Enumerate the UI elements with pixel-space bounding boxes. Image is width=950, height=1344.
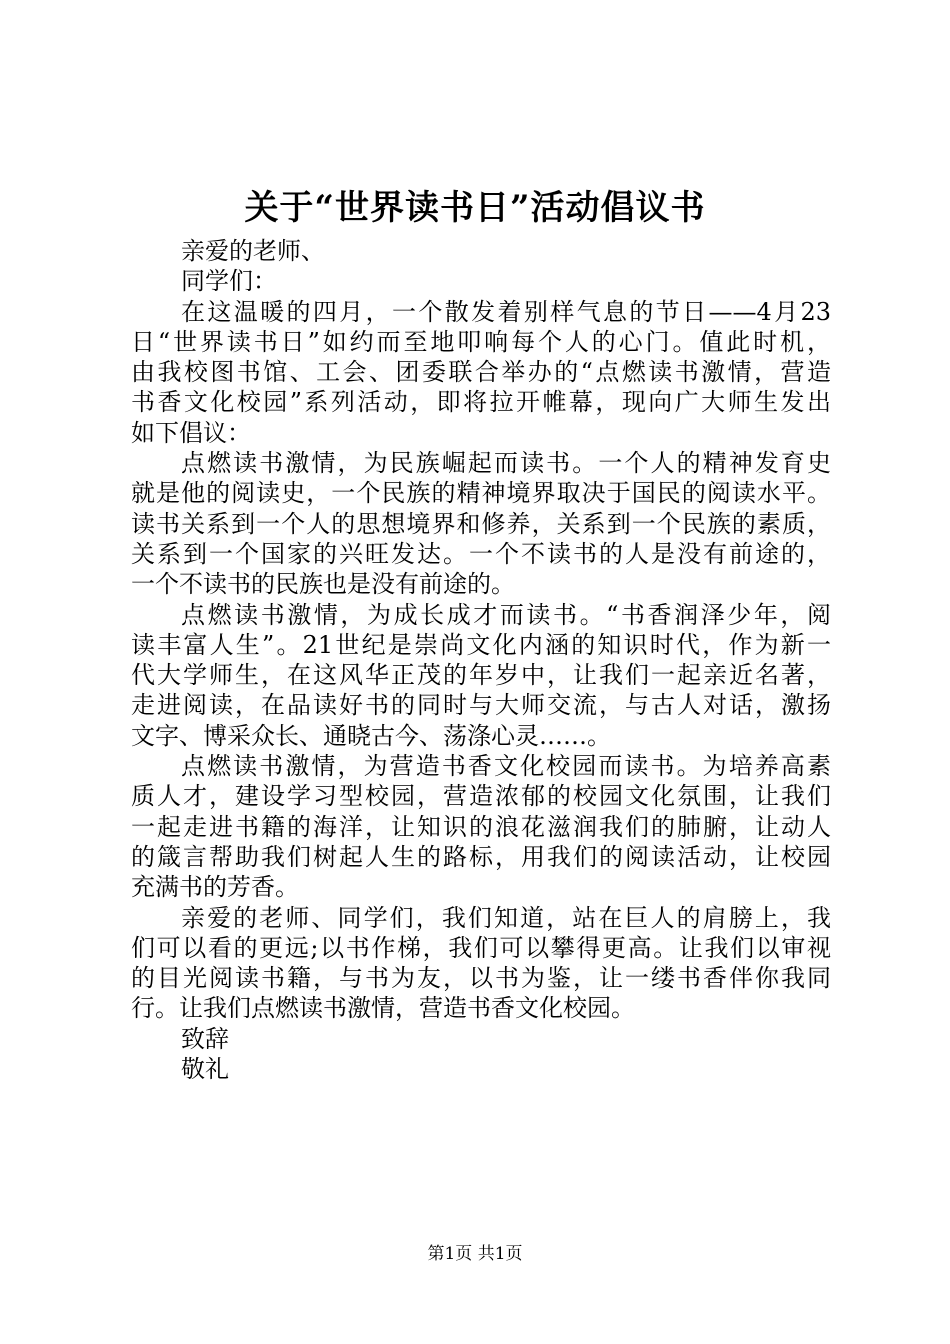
text-line: 文字、博采众长、通晓古今、荡涤心灵……。	[131, 721, 611, 750]
text-line: 质人才，建设学习型校园，营造浓郁的校园文化氛围，让我们	[131, 782, 831, 811]
text-line: 代大学师生，在这风华正茂的年岁中，让我们一起亲近名著，	[131, 661, 831, 690]
text-line: 书香文化校园”系列活动，即将拉开帷幕，现向广大师生发出	[131, 388, 831, 417]
text-line: 就是他的阅读史，一个民族的精神境界取决于国民的阅读水平。	[131, 479, 831, 508]
text-line: 点燃读书激情，为成长成才而读书。“书香润泽少年，阅	[181, 600, 831, 629]
text-line: 由我校图书馆、工会、团委联合举办的“点燃读书激情，营造	[131, 358, 831, 387]
text-line: 走进阅读，在品读好书的同时与大师交流，与古人对话，激扬	[131, 691, 831, 720]
text-line: 亲爱的老师、同学们，我们知道，站在巨人的肩膀上，我	[181, 903, 831, 932]
text-line: 的目光阅读书籍，与书为友，以书为鉴，让一缕书香伴你我同	[131, 964, 831, 993]
text-line: 读书关系到一个人的思想境界和修养，关系到一个民族的素质，	[131, 509, 831, 538]
text-line: 一个不读书的民族也是没有前途的。	[131, 570, 515, 599]
document-body	[131, 236, 831, 1084]
text-line: 行。让我们点燃读书激情，营造书香文化校园。	[131, 994, 635, 1023]
text-line: 日“世界读书日”如约而至地叩响每个人的心门。值此时机，	[131, 327, 831, 356]
text-line: 一起走进书籍的海洋，让知识的浪花滋润我们的肺腑，让动人	[131, 812, 831, 841]
text-line: 的箴言帮助我们树起人生的路标，用我们的阅读活动，让校园	[131, 842, 831, 871]
text-line: 关系到一个国家的兴旺发达。一个不读书的人是没有前途的，	[131, 539, 831, 568]
text-line: 在这温暖的四月，一个散发着别样气息的节日——4月23	[181, 297, 831, 326]
text-line: 充满书的芳香。	[131, 873, 299, 902]
text-line: 敬礼	[181, 1055, 229, 1084]
text-line: 致辞	[181, 1024, 229, 1053]
text-line: 读丰富人生”。21世纪是崇尚文化内涵的知识时代，作为新一	[131, 630, 831, 659]
text-line: 们可以看的更远;以书作梯，我们可以攀得更高。让我们以审视	[131, 933, 831, 962]
text-line: 同学们：	[181, 267, 277, 296]
text-line: 点燃读书激情，为营造书香文化校园而读书。为培养高素	[181, 752, 831, 781]
text-line: 点燃读书激情，为民族崛起而读书。一个人的精神发育史	[181, 449, 831, 478]
document-title: 关于“世界读书日”活动倡议书	[244, 188, 706, 228]
text-line: 如下倡议：	[131, 418, 251, 447]
text-line: 亲爱的老师、	[181, 237, 325, 265]
page-footer: 第1页 共1页	[427, 1244, 523, 1264]
